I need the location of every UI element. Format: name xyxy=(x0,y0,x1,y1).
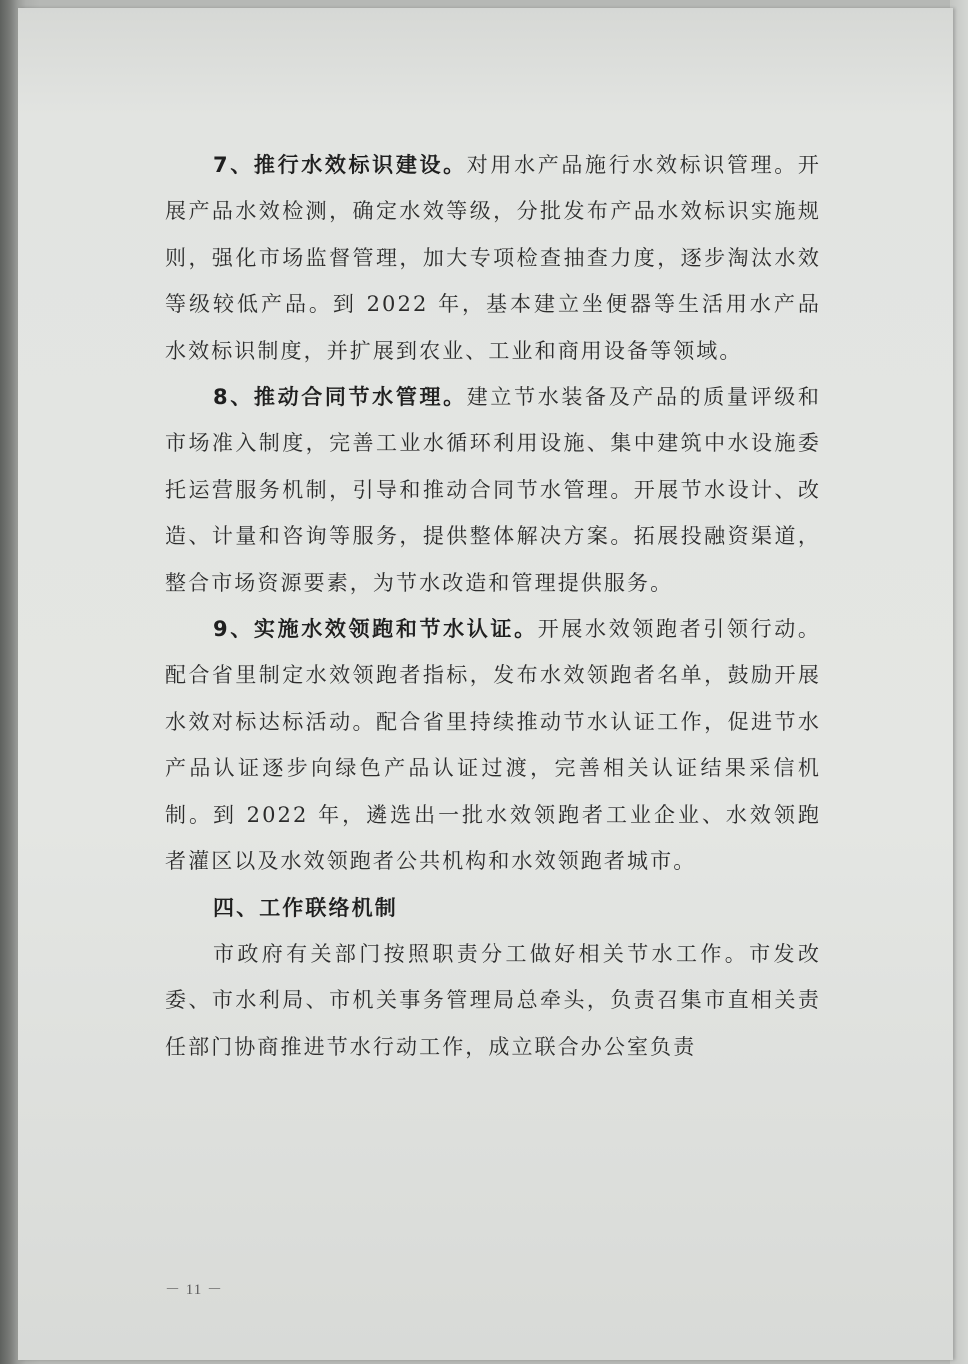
paragraph-body: 开展水效领跑者引领行动。配合省里制定水效领跑者指标，发布水效领跑者名单，鼓励开展水效对标达标活动。配合省里持续推动节水认证工作，促进节水产品认证逐步向绿色产品认证过渡，完善相关认证结果采信机制。到 2022 年，遴选出一批水效领跑者工业企业、水效领跑者灌区以及水效领跑者公共机构和水效领跑者城市。 xyxy=(165,617,821,874)
paragraph-heading: 8、推动合同节水管理。 xyxy=(213,385,467,410)
paragraph-8 xyxy=(165,374,821,606)
paragraph-7 xyxy=(165,142,821,374)
section-title: 四、工作联络机制 xyxy=(213,895,398,920)
paragraph-9 xyxy=(165,606,821,884)
paragraph-body: 对用水产品施行水效标识管理。开展产品水效检测，确定水效等级，分批发布产品水效标识实施规则，强化市场监督管理，加大专项检查抽查力度，逐步淘汰水效等级较低产品。到 2022 年，基本建立坐便器等生活用水产品水效标识制度，并扩展到农业、工业和商用设备等领域。 xyxy=(165,153,821,363)
section-paragraph: 市政府有关部门按照职责分工做好相关节水工作。市发改委、市水利局、市机关事务管理局总牵头，负责召集市直相关责任部门协商推进节水行动工作，成立联合办公室负责 xyxy=(165,941,821,1059)
paragraph-heading: 7、推行水效标识建设。 xyxy=(213,153,467,177)
paragraph-heading: 9、实施水效领跑和节水认证。 xyxy=(213,617,538,642)
page-number: － 11 － xyxy=(165,1282,223,1298)
paragraph-body: 建立节水装备及产品的质量评级和市场准入制度，完善工业水循环利用设施、集中建筑中水设施委托运营服务机制，引导和推动合同节水管理。开展节水设计、改造、计量和咨询等服务，提供整体解决方案。拓展投融资渠道，整合市场资源要素，为节水改造和管理提供服务。 xyxy=(165,385,821,595)
document-body xyxy=(165,142,821,1070)
